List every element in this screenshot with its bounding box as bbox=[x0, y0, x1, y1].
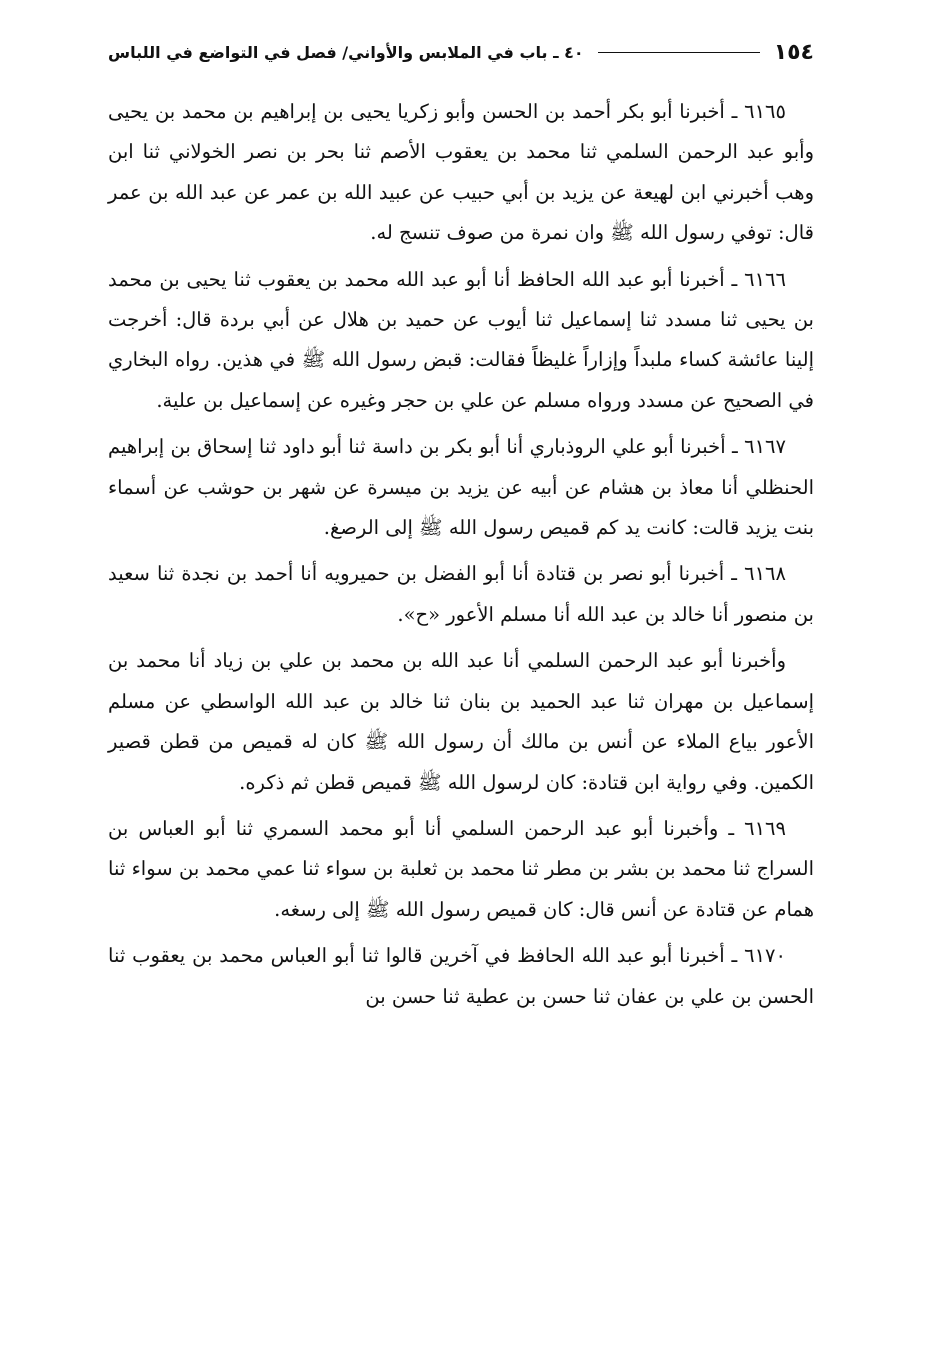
hadith-paragraph-6167: ٦١٦٧ ـ أخبرنا أبو علي الروذباري أنا أبو بكر بن داسة ثنا أبو داود ثنا إسحاق بن إبراهيم الحنظلي أنا معاذ بن هشام عن أبيه عن يزيد بن ميسرة عن شهر بن حوشب عن أسماء بنت يزيد قالت: كانت يد كم قميص رسول الله ﷺ إلى الرصغ. bbox=[108, 435, 814, 540]
text-body bbox=[108, 92, 814, 1023]
hadith-paragraph-6166: ٦١٦٦ ـ أخبرنا أبو عبد الله الحافظ أنا أبو عبد الله محمد بن يعقوب ثنا يحيى بن محمد بن يحيى ثنا مسدد ثنا إسماعيل ثنا أيوب عن حميد بن هلال عن أبي بردة قال: أخرجت إلينا عائشة كساء ملبداً وإزاراً غليظاً فقالت: قبض رسول الله ﷺ في هذين. رواه البخاري في الصحيح عن مسدد ورواه مسلم عن علي بن حجر وغيره عن إسماعيل بن علية. bbox=[108, 267, 814, 412]
hadith-paragraph-6169: ٦١٦٩ ـ وأخبرنا أبو عبد الرحمن السلمي أنا أبو محمد السمري ثنا أبو العباس بن السراج ثنا محمد بن بشر بن مطر ثنا محمد بن ثعلبة بن سواء ثنا عمي محمد بن سواء ثنا همام عن قتادة عن أنس قال: كان قميص رسول الله ﷺ إلى رسغه. bbox=[108, 816, 814, 921]
header-rule bbox=[598, 52, 760, 53]
running-header-title: ٤٠ ـ باب في الملابس والأواني/ فصل في التواضع في اللباس bbox=[108, 42, 584, 62]
hadith-paragraph-6170: ٦١٧٠ ـ أخبرنا أبو عبد الله الحافظ في آخرين قالوا ثنا أبو العباس محمد بن يعقوب ثنا الحسن بن علي بن عفان ثنا حسن بن عطية ثنا حسن بن bbox=[108, 944, 814, 1008]
hadith-paragraph-6168: ٦١٦٨ ـ أخبرنا أبو نصر بن قتادة أنا أبو الفضل بن حميرويه أنا أحمد بن نجدة ثنا سعيد بن منصور أنا خالد بن عبد الله أنا مسلم الأعور «ح». bbox=[108, 562, 814, 626]
page-number: ١٥٤ bbox=[773, 39, 814, 65]
hadith-paragraph-6165: ٦١٦٥ ـ أخبرنا أبو بكر أحمد بن الحسن وأبو زكريا يحيى بن إبراهيم بن محمد بن يحيى وأبو عبد الرحمن السلمي ثنا محمد بن يعقوب الأصم ثنا بحر بن نصر الخولاني ثنا ابن وهب أخبرني ابن لهيعة عن يزيد بن أبي حبيب عن عبيد الله بن عمر عن عبد الله بن عمر قال: توفي رسول الله ﷺ وان نمرة من صوف تنسج له. bbox=[108, 100, 814, 245]
hadith-paragraph-6168-continued: وأخبرنا أبو عبد الرحمن السلمي أنا عبد الله بن محمد بن علي بن زياد أنا محمد بن إسماعيل بن مهران ثنا عبد الحميد بن بنان ثنا خالد بن عبد الله الواسطي عن مسلم الأعور بياع الملاء عن أنس بن مالك أن رسول الله ﷺ كان له قميص من قطن قصير الكمين. وفي رواية ابن قتادة: كان لرسول الله ﷺ قميص قطن ثم ذكره. bbox=[108, 649, 814, 794]
running-header bbox=[108, 36, 814, 68]
